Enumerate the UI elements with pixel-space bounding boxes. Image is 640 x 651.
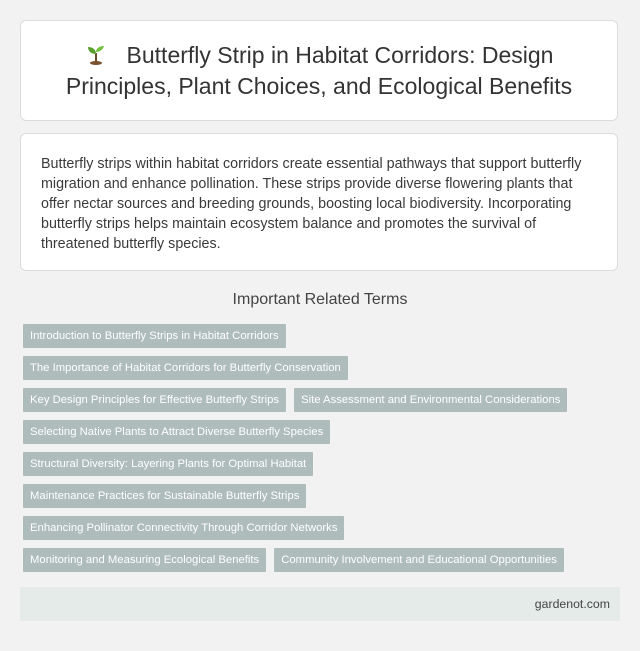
- related-terms-heading: Important Related Terms: [232, 291, 408, 308]
- page-title-text: Butterfly Strip in Habitat Corridors: Design Principles, Plant Choices, and Ecological Benefits: [65, 41, 573, 99]
- sprout-icon: [85, 43, 107, 65]
- related-term-tag[interactable]: Selecting Native Plants to Attract Diverse Butterfly Species: [23, 420, 330, 444]
- title-card: [20, 20, 618, 121]
- related-terms-list: [23, 324, 623, 580]
- related-term-tag[interactable]: Introduction to Butterfly Strips in Habitat Corridors: [23, 324, 286, 348]
- related-term-tag[interactable]: The Importance of Habitat Corridors for Butterfly Conservation: [23, 356, 348, 380]
- related-term-tag[interactable]: Site Assessment and Environmental Considerations: [294, 388, 567, 412]
- related-term-tag[interactable]: Enhancing Pollinator Connectivity Through Corridor Networks: [23, 516, 344, 540]
- footer-site-link[interactable]: gardenot.com: [534, 597, 610, 611]
- related-term-tag[interactable]: Structural Diversity: Layering Plants for Optimal Habitat: [23, 452, 313, 476]
- related-term-tag[interactable]: Monitoring and Measuring Ecological Benefits: [23, 548, 266, 572]
- page-title: [39, 40, 599, 102]
- description-card: [20, 133, 618, 271]
- description-text: Butterfly strips within habitat corridors create essential pathways that support butterfly migration and enhance pollination. These strips provide diverse flowering plants that offer nectar sources and breeding grounds, boosting local biodiversity. Incorporating butterfly strips helps maintain ecosystem balance and promotes the survival of threatened butterfly species.: [41, 156, 582, 252]
- related-term-tag[interactable]: Key Design Principles for Effective Butterfly Strips: [23, 388, 286, 412]
- related-term-tag[interactable]: Maintenance Practices for Sustainable Butterfly Strips: [23, 484, 306, 508]
- footer: [20, 587, 620, 621]
- related-term-tag[interactable]: Community Involvement and Educational Opportunities: [274, 548, 564, 572]
